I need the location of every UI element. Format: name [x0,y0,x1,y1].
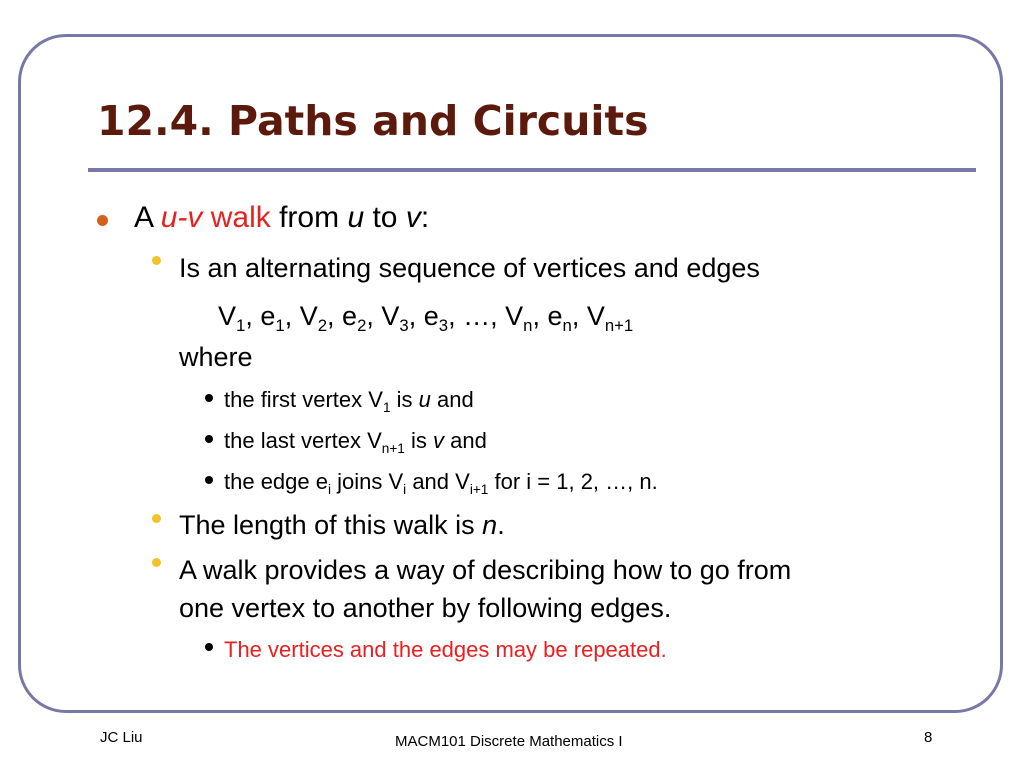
bullet-dot [205,476,213,484]
bullet-walk-definition: A u-v walk from u to v: [134,201,430,234]
item-last-vertex: the last vertex $V_{n+1}$ is v and [224,428,487,456]
title-divider [88,168,976,172]
item-first-vertex: the first vertex $V_1$ is u and [224,387,474,415]
bullet-dot [205,643,213,651]
item-repetition-note: The vertices and the edges may be repeated. [224,637,667,662]
footer-course: MACM101 Discrete Mathematics I [395,733,623,750]
slide-title: 12.4. Paths and Circuits [97,97,649,145]
sub-bullet-length: The length of this walk is n. [179,510,505,540]
sub-bullet-sequence: Is an alternating sequence of vertices and edges [179,253,760,283]
bullet-dot [205,394,213,402]
sub-bullet-walk-purpose-line2: one vertex to another by following edges. [179,593,672,623]
where-label: where [179,342,253,372]
footer-author: JC Liu [100,729,143,746]
bullet-dot [152,558,161,567]
bullet-dot [205,435,213,443]
item-edge-joins: the edge $e_i$ joins $V_i$ and $V_{i+1}$ for i = 1, 2, …, n. [224,469,658,497]
bullet-dot [97,215,108,226]
bullet-dot [152,514,161,523]
bullet-dot [152,256,161,265]
walk-term: walk [210,201,271,234]
footer-page-number: 8 [924,729,933,746]
sub-bullet-walk-purpose-line1: A walk provides a way of describing how to go from [179,555,792,585]
vertex-edge-sequence: $V_1$, $e_1$, $V_2$, $e_2$, $V_3$, $e_3$, …, $V_n$, $e_n$, $V_{n+1}$ [218,301,634,335]
u-v-term: u-v [160,201,203,234]
